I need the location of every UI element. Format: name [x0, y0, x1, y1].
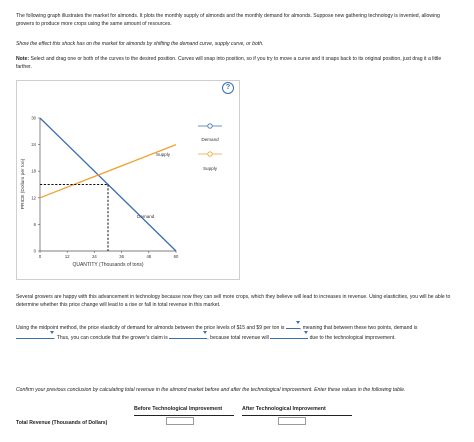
row-label-total-revenue: Total Revenue (Thousands of Dollars) [16, 420, 108, 426]
legend-demand-text: Demand [201, 137, 219, 142]
legend-supply[interactable] [198, 152, 222, 171]
y-tick-label: 30 [31, 115, 36, 121]
claim-dropdown[interactable] [169, 332, 207, 339]
divider [134, 415, 234, 416]
column-header-after: After Technological Improvement [242, 406, 326, 412]
instruction-text: Show the effect this shock has on the market for almonds by shifting the demand curve, supply curve, or both. [16, 41, 264, 47]
x-tick-label: 36 [119, 254, 124, 259]
supply-curve-label: Supply [156, 152, 171, 157]
note-text: Select and drag one or both of the curves to the desired position. Curves will snap into position, so if you try to move a curve and it snaps back to its original position, just drag it a little farther. [16, 56, 442, 70]
y-tick-label: 18 [31, 168, 36, 174]
demand-curve-label: Demand [137, 214, 155, 219]
legend-demand-handle-icon[interactable] [208, 124, 212, 128]
paragraph-elasticity [16, 322, 456, 342]
revenue-after-input[interactable] [278, 417, 306, 425]
divider [242, 415, 352, 416]
x-tick-label: 12 [64, 254, 70, 259]
chevron-down-icon [50, 331, 54, 334]
y-axis-label: PRICE (Dollars per ton) [21, 158, 26, 210]
demand-type-dropdown[interactable] [16, 332, 54, 339]
revenue-before-input[interactable] [166, 417, 194, 425]
note-label: Note: [16, 56, 30, 62]
x-tick-label: 0 [38, 254, 42, 259]
elasticity-text-4: , because total revenue will [207, 335, 269, 341]
chevron-down-icon [296, 321, 300, 324]
axes [31, 116, 179, 260]
paragraph-revenue: Several growers are happy with this advancement in technology because now they can sell more crops, which they believe will lead to increases in revenue. Using elasticities, you will be able to determine whether this price change will lead to a rise or fall in total revenue in this market. [16, 294, 451, 308]
legend-supply-text: Supply [202, 166, 218, 171]
chevron-down-icon [203, 331, 207, 334]
y-tick-label: 24 [31, 142, 36, 148]
legend-supply-handle-icon[interactable] [208, 152, 212, 156]
elasticity-value-dropdown[interactable] [286, 322, 300, 329]
intro-text: The following graph illustrates the market for almonds. It plots the monthly supply of almonds and the monthly demand for almonds. Suppose new gathering technology is invented, allowing growers to produce more crops using the same amount of resources. [16, 13, 440, 27]
elasticity-text-5: due to the technological improvement. [309, 335, 396, 341]
x-axis-label: QUANTITY (Thousands of tons) [72, 262, 144, 268]
paragraph-confirm: Confirm your previous conclusion by calculating total revenue in the almond market before and after the technological improvement. Enter these values in the following table. [16, 387, 406, 393]
x-tick-label: 48 [146, 254, 152, 259]
help-icon[interactable]: ? [222, 82, 234, 94]
y-tick-label: 0 [33, 248, 36, 254]
elasticity-text-3: . Thus, you can conclude that the grower's claim is [54, 335, 168, 341]
y-tick-label: 12 [31, 195, 36, 201]
revenue-change-dropdown[interactable] [270, 332, 308, 339]
column-header-before: Before Technological Improvement [134, 406, 223, 412]
elasticity-text-2: , meaning that between these two points, demand is [299, 325, 418, 331]
legend-demand[interactable] [198, 124, 222, 142]
x-tick-label: 60 [173, 254, 179, 259]
curves [40, 118, 176, 251]
x-tick-label: 24 [92, 254, 97, 259]
elasticity-text-1: Using the midpoint method, the price elasticity of demand for almonds between the price levels of $15 and $9 per ton is [16, 325, 285, 331]
y-tick-label: 6 [33, 221, 36, 227]
chevron-down-icon [304, 331, 308, 334]
